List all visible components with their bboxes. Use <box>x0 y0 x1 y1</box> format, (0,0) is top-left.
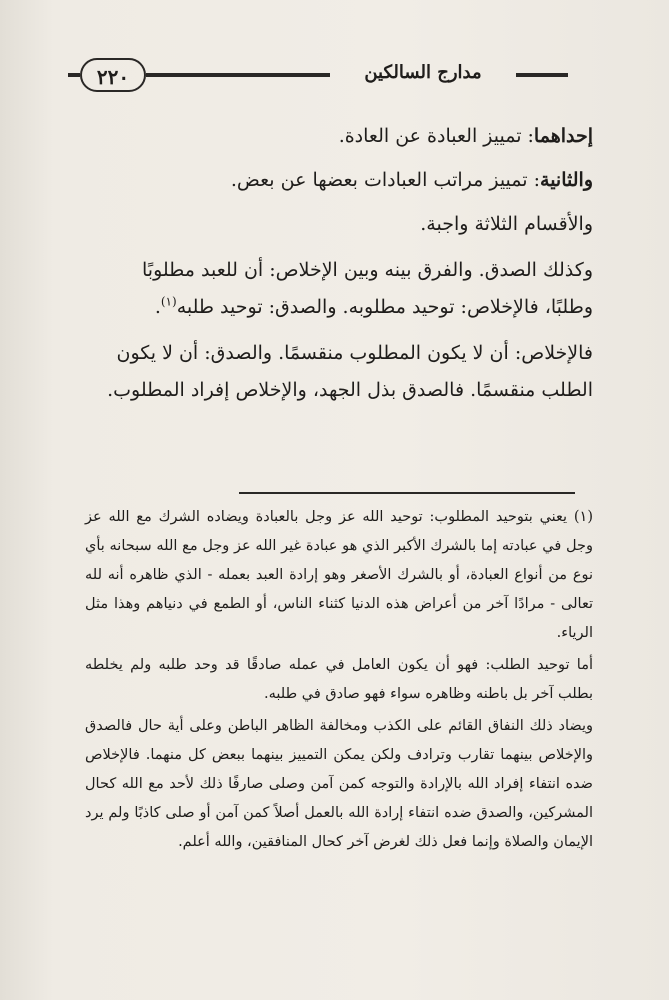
paragraph-second-text: : تمييز مراتب العبادات بعضها عن بعض. <box>230 169 541 191</box>
book-title: مدارج السالكين <box>364 62 482 83</box>
paragraph-fifth: فالإخلاص: أن لا يكون المطلوب منقسمًا. والصدق: أن لا يكون الطلب منقسمًا. فالصدق بذل الجهد، والإخلاص إفراد المطلوب. <box>107 342 593 401</box>
footnote-reference: (١) <box>160 294 177 309</box>
main-text <box>88 118 593 418</box>
paragraph-first-lead: إحداهما <box>533 125 593 147</box>
paragraph-fourth <box>88 252 593 326</box>
paragraph-second-lead: والثانية <box>540 169 593 191</box>
paragraph-first <box>88 118 593 155</box>
paragraph-fourth-end: . <box>154 296 161 318</box>
footnote-1: (١) يعني بتوحيد المطلوب: توحيد الله عز وجل بالعبادة ويضاده الشرك مع الله عز وجل في عبادته إما بالشرك الأكبر الذي هو عبادة غير الله عز وجل مع الله سبحانه بأي نوع من أنواع العبادة، أو بالشرك الأصغر وهو إرادة العبد بعمله - الذي ظاهره أنه لله تعالى - مرادًا آخر من أعراض هذه الدنيا كثناء الناس، أو الطمع في دنياهم وهذا مثل الرياء. <box>85 509 593 641</box>
paragraph-third: والأقسام الثلاثة واجبة. <box>420 213 593 235</box>
page-header <box>68 58 613 98</box>
page-number: ٢٢٠ <box>80 58 146 92</box>
footnote-3: ويضاد ذلك النفاق القائم على الكذب ومخالفة الظاهر الباطن وعلى أية حال فالصدق والإخلاص بينهما تقارب وترادف ولكن يمكن التمييز بينهما ببعض كل منهما. فالإخلاص ضده انتفاء إفراد الله بالإرادة والتوجه كمن آمن وصلى صارفًا ذلك لأحد مع الله كحال المشركين، والصدق ضده انتفاء إرادة الله بالعمل أصلاً كمن آمن أو صلى كاذبًا ولم يرد الإيمان والصلاة وإنما فعل ذلك لغرض آخر كحال المنافقين، والله أعلم. <box>85 718 593 850</box>
header-rule-left <box>68 73 80 77</box>
header-rule-middle <box>146 73 330 77</box>
footnote-divider <box>239 492 575 494</box>
header-rule-right <box>516 73 568 77</box>
paragraph-fourth-text: وكذلك الصدق. والفرق بينه وبين الإخلاص: أن للعبد مطلوبًا وطلبًا، فالإخلاص: توحيد مطلوبه. والصدق: توحيد طلبه <box>142 259 593 318</box>
paragraph-first-text: : تمييز العبادة عن العادة. <box>338 125 534 147</box>
paragraph-second <box>88 162 593 199</box>
footnote-2: أما توحيد الطلب: فهو أن يكون العامل في عمله صادقًا قد وحد طلبه ولم يخلطه بطلب آخر بل باطنه وظاهره سواء فهو صادق في طلبه. <box>85 657 593 702</box>
footnotes <box>85 503 593 860</box>
